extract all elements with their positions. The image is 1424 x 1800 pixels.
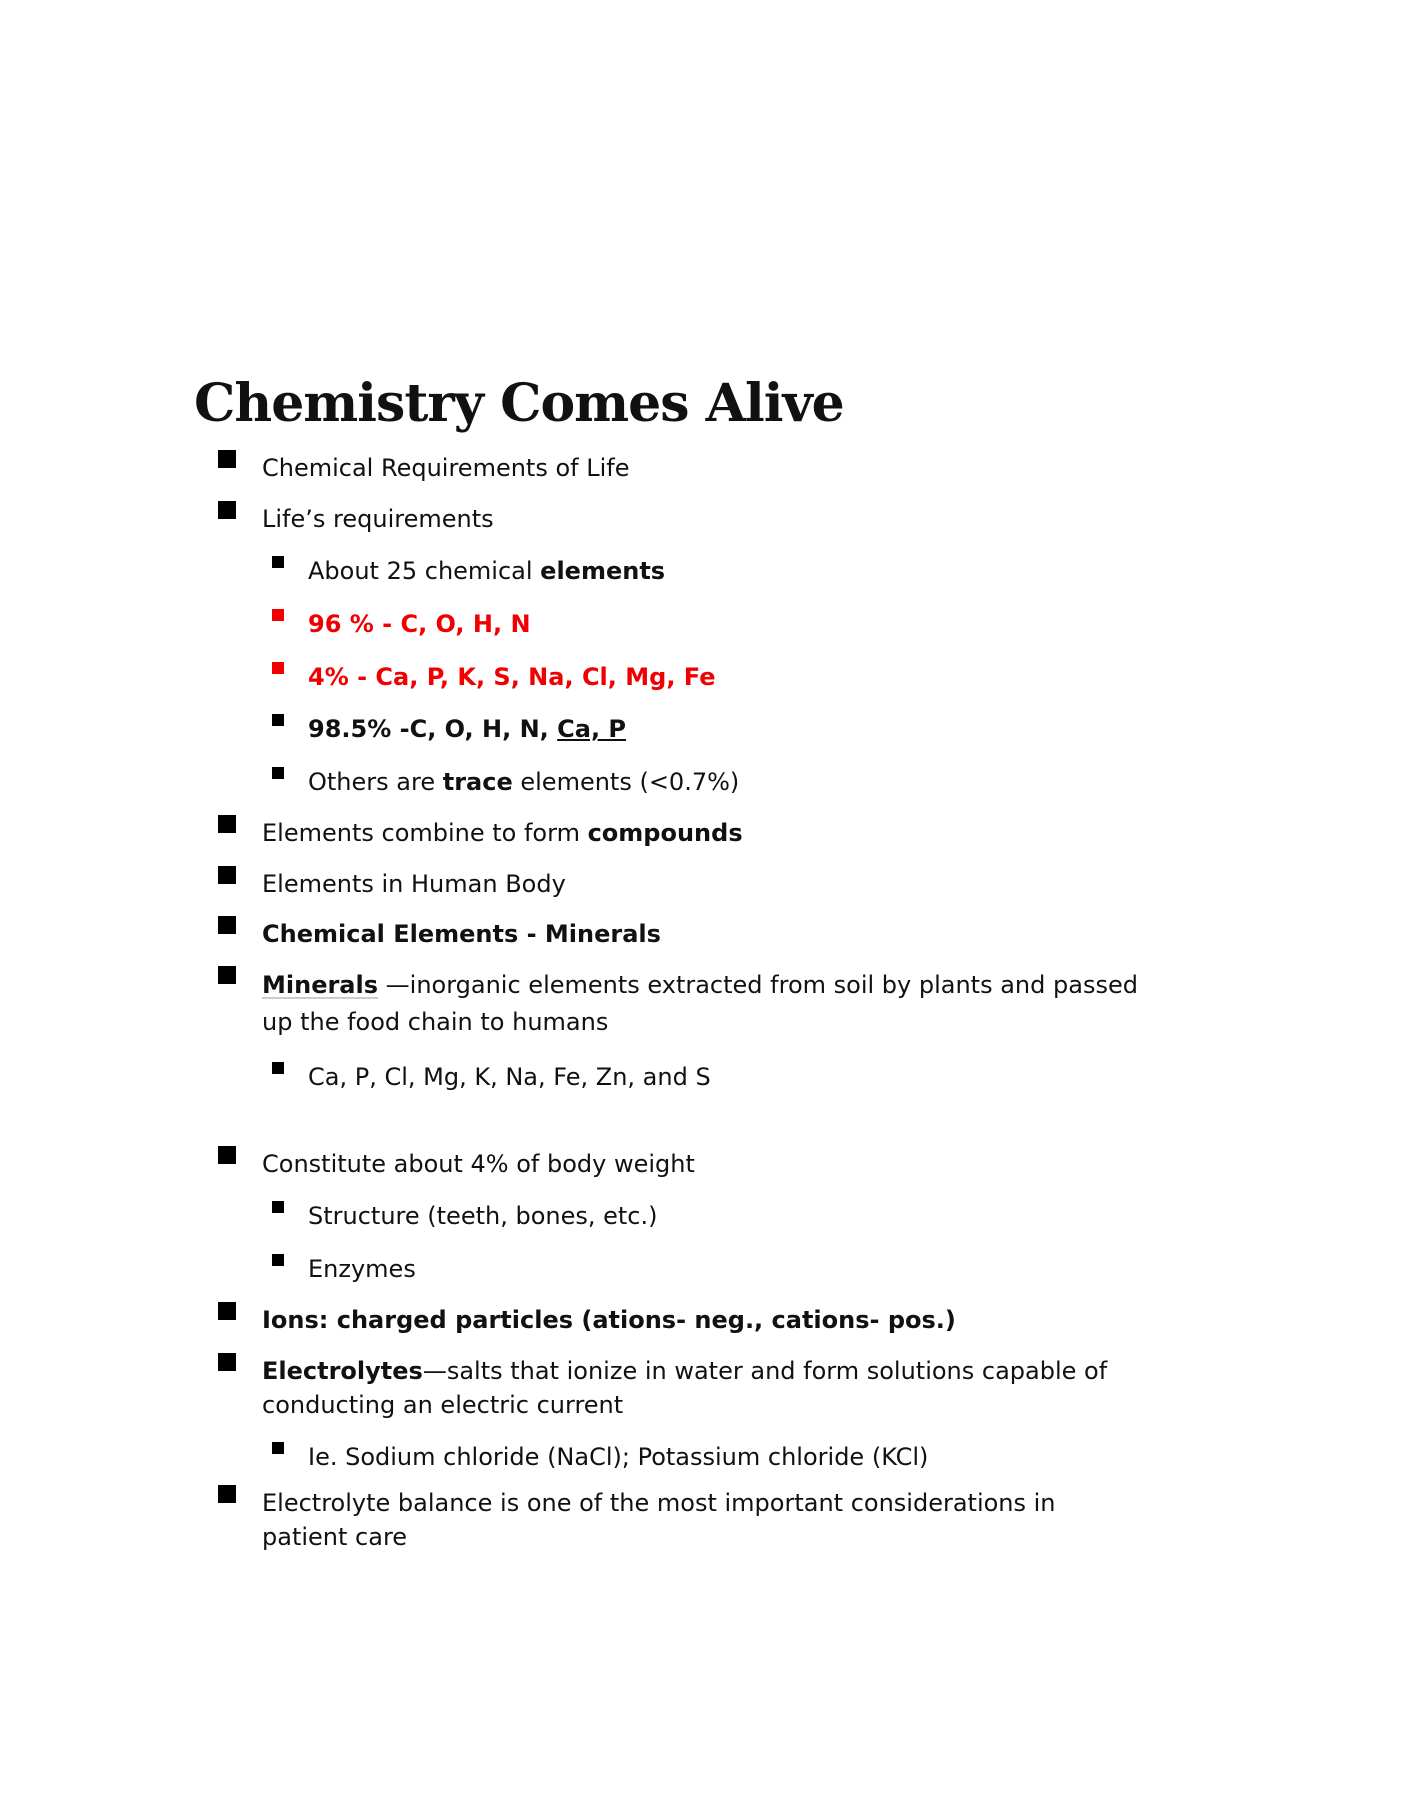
list-item-text: Ie. Sodium chloride (NaCl); Potassium chloride (KCl): [308, 1443, 929, 1471]
bold-term: trace: [442, 768, 513, 796]
bullet-square-icon: [272, 1254, 284, 1266]
list-item: [262, 1354, 1142, 1422]
bullet-square-icon: [272, 1442, 284, 1454]
list-item-text: Constitute about 4% of body weight: [262, 1150, 695, 1178]
bullet-square-icon: [218, 866, 236, 884]
list-item: [262, 967, 1142, 1041]
list-item-text: Life’s requirements: [262, 505, 494, 533]
sub-list-item: [308, 712, 626, 746]
underlined-term: Ca, P: [557, 715, 627, 743]
list-item-text: elements (<0.7%): [512, 768, 740, 796]
list-item-text: Electrolyte balance is one of the most important considerations in patient care: [262, 1489, 1056, 1551]
list-item-text: 96 % - C, O, H, N: [308, 610, 531, 638]
list-item-text: Elements combine to form: [262, 819, 588, 847]
list-item: [262, 816, 743, 850]
bullet-square-icon: [218, 450, 236, 468]
bold-term: elements: [540, 557, 666, 585]
bullet-square-icon: [272, 609, 284, 621]
list-item-text: 4% - Ca, P, K, S, Na, Cl, Mg, Fe: [308, 663, 716, 691]
list-item-text: Chemical Requirements of Life: [262, 454, 630, 482]
bullet-square-icon: [272, 662, 284, 674]
list-item-text: About 25 chemical: [308, 557, 541, 585]
list-item: [262, 867, 566, 901]
bullet-square-icon: [218, 966, 236, 984]
list-item-text: Elements in Human Body: [262, 870, 566, 898]
bullet-square-icon: [218, 1485, 236, 1503]
list-item-text: —salts that ionize in water and form solutions capable of conducting an electric current: [262, 1357, 1108, 1419]
list-item-text: Ca, P, Cl, Mg, K, Na, Fe, Zn, and S: [308, 1063, 711, 1091]
sub-list-item: [308, 554, 665, 588]
bullet-square-icon: [272, 556, 284, 568]
list-item: [262, 917, 661, 951]
sub-list-item: [308, 1252, 416, 1286]
sub-list-item: [308, 765, 739, 799]
list-item-text: Chemical Elements - Minerals: [262, 920, 661, 948]
list-item-text: Enzymes: [308, 1255, 416, 1283]
list-item: [262, 1147, 695, 1181]
list-item: [262, 1486, 1142, 1554]
list-item-text: Structure (teeth, bones, etc.): [308, 1202, 658, 1230]
sub-list-item: [308, 1440, 928, 1474]
list-item-text: 98.5% -C, O, H, N,: [308, 715, 558, 743]
list-item-text: —inorganic elements extracted from soil by plants and passed up the food chain to humans: [262, 971, 1138, 1036]
sub-list-item: [308, 607, 531, 641]
bold-term: Minerals: [262, 971, 379, 999]
bullet-square-icon: [218, 815, 236, 833]
bullet-square-icon: [218, 1146, 236, 1164]
page-title: Chemistry Comes Alive: [194, 373, 844, 434]
bullet-square-icon: [218, 916, 236, 934]
bold-term: compounds: [587, 819, 743, 847]
list-item: [262, 502, 494, 536]
sub-list-item: [308, 660, 715, 694]
bullet-square-icon: [272, 1201, 284, 1213]
bullet-square-icon: [272, 767, 284, 779]
bullet-square-icon: [272, 1062, 284, 1074]
bold-term: Electrolytes: [262, 1357, 423, 1385]
sub-list-item: [308, 1199, 657, 1233]
list-item-text: Others are: [308, 768, 443, 796]
list-item-text: Ions: charged particles (ations- neg., cations- pos.): [262, 1306, 956, 1334]
bullet-square-icon: [218, 1302, 236, 1320]
list-item: [262, 1303, 956, 1337]
list-item: [262, 451, 629, 485]
sub-list-item: [308, 1060, 711, 1094]
bullet-square-icon: [218, 1353, 236, 1371]
bullet-square-icon: [272, 714, 284, 726]
bullet-square-icon: [218, 501, 236, 519]
